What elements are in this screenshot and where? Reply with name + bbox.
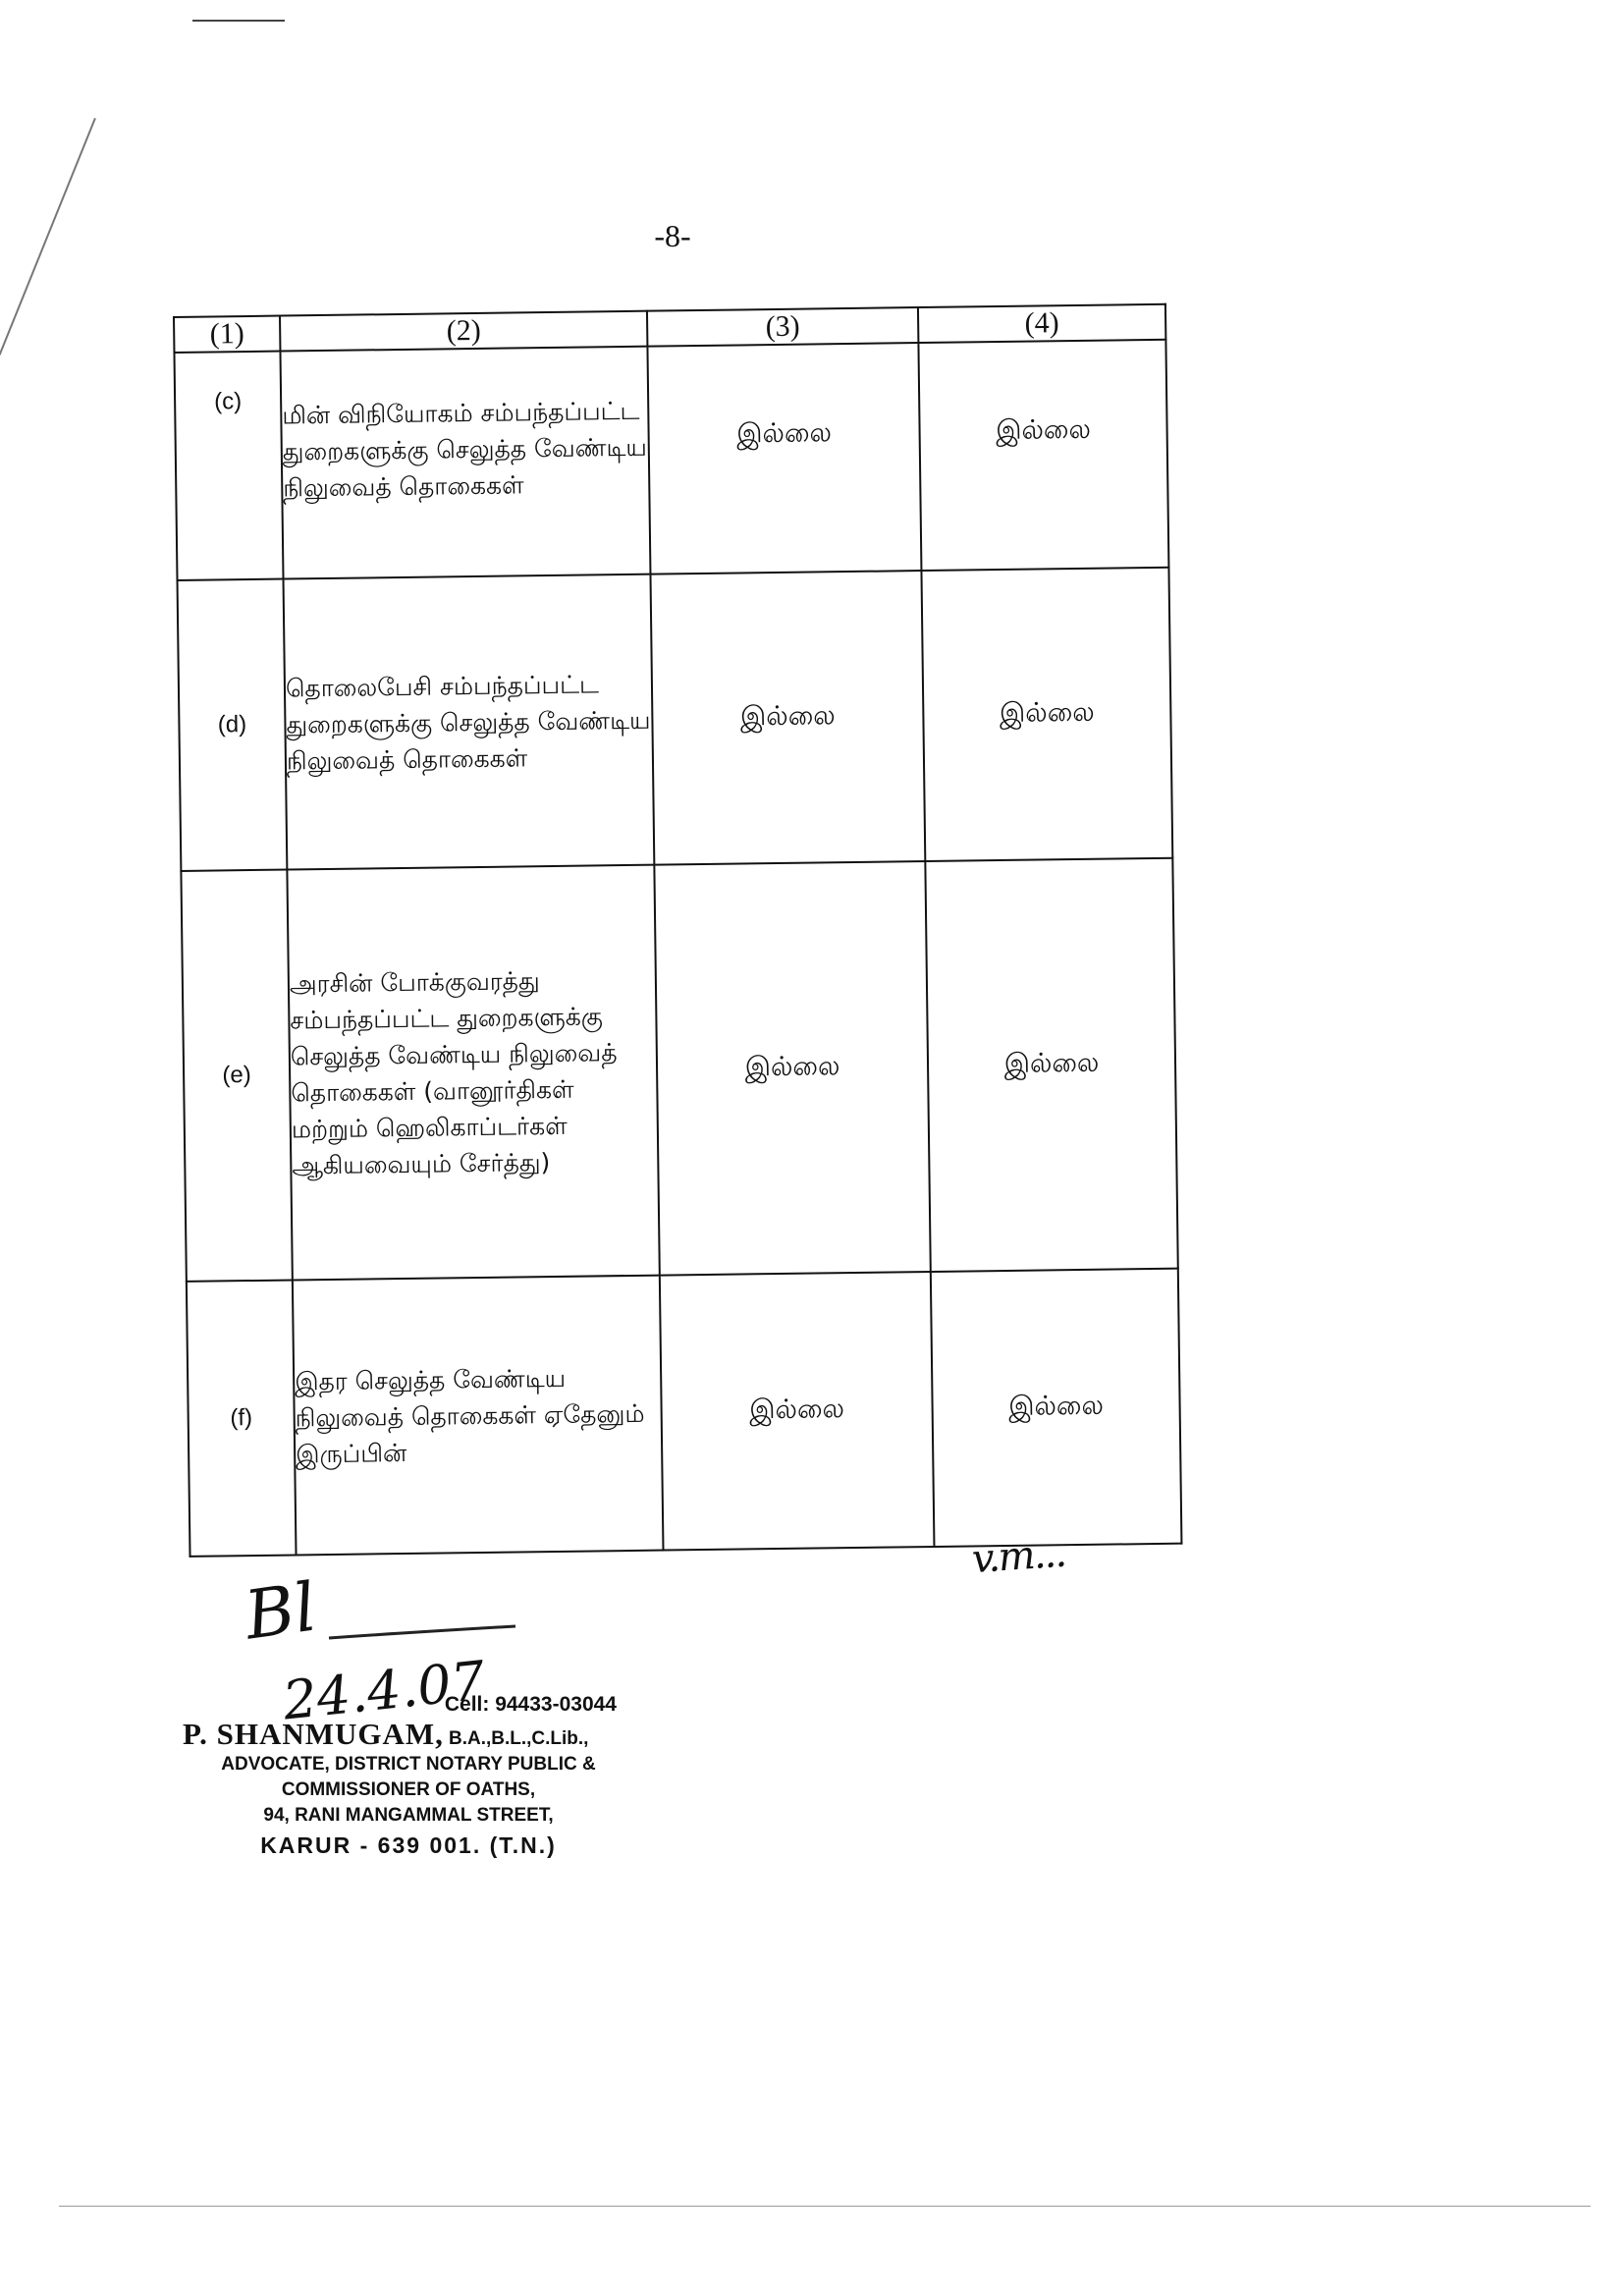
column-header-4: (4) (918, 304, 1165, 343)
stamp-name-line (183, 1717, 634, 1752)
row-description: மின் விநியோகம் சம்பந்தப்பட்ட துறைகளுக்கு செலுத்த வேண்டிய நிலுவைத் தொகைகள் (280, 347, 650, 579)
signature-left: Bl (240, 1568, 321, 1656)
row-value-col3: இல்லை (654, 861, 930, 1276)
row-description: இதர செலுத்த வேண்டிய நிலுவைத் தொகைகள் ஏதேனும் இருப்பின் (293, 1276, 664, 1556)
row-label: (c) (174, 352, 283, 580)
row-label: (f) (187, 1280, 297, 1556)
stamp-name: P. SHANMUGAM, (183, 1717, 444, 1751)
row-value-col3: இல்லை (650, 571, 925, 865)
row-label: (e) (181, 870, 292, 1282)
column-header-3: (3) (647, 307, 918, 347)
row-label: (d) (178, 579, 288, 871)
scan-mark-left-edge (0, 118, 96, 355)
column-header-1: (1) (174, 316, 280, 353)
table-row-e (181, 858, 1177, 1282)
row-value-col4: இல்லை (918, 340, 1168, 571)
scan-mark-bottom (59, 2206, 1591, 2207)
stamp-qualifications: B.A.,B.L.,C.Lib., (448, 1728, 589, 1749)
signature-underline (324, 1620, 520, 1650)
table-row-f (187, 1269, 1182, 1557)
row-description: அரசின் போக்குவரத்து சம்பந்தப்பட்ட துறைகளுக்கு செலுத்த வேண்டிய நிலுவைத் தொகைகள் (வானூர்திகள் மற்றும் ஹெலிகாப்டர்கள் ஆகியவையும் சேர்த்து) (287, 865, 659, 1281)
table-row-c (174, 340, 1168, 580)
row-value-col4: இல்லை (921, 568, 1172, 861)
notary-stamp (183, 1693, 634, 1859)
stamp-street-line: 94, RANI MANGAMMAL STREET, (263, 1805, 554, 1826)
stamp-city-line: KARUR - 639 001. (T.N.) (260, 1832, 557, 1858)
scan-mark-top (192, 20, 285, 22)
row-value-col4: இல்லை (925, 858, 1177, 1272)
stamp-title-line: ADVOCATE, DISTRICT NOTARY PUBLIC & (221, 1754, 596, 1775)
signature-date: 24.4.07 (280, 1649, 488, 1732)
row-value-col3: இல்லை (647, 343, 921, 574)
column-header-2: (2) (280, 311, 647, 352)
table-row-d (178, 568, 1173, 871)
row-description: தொலைபேசி சம்பந்தப்பட்ட துறைகளுக்கு செலுத்த வேண்டிய நிலுவைத் தொகைகள் (284, 574, 655, 870)
stamp-commissioner-line: COMMISSIONER OF OATHS, (281, 1779, 536, 1800)
dues-table (173, 303, 1182, 1558)
page-number: -8- (654, 218, 691, 253)
row-value-col4: இல்லை (931, 1269, 1182, 1547)
stamp-cell-number: Cell: 94433-03044 (444, 1693, 617, 1716)
row-value-col3: இல்லை (660, 1272, 935, 1551)
signature-right: v.m... (970, 1530, 1067, 1583)
